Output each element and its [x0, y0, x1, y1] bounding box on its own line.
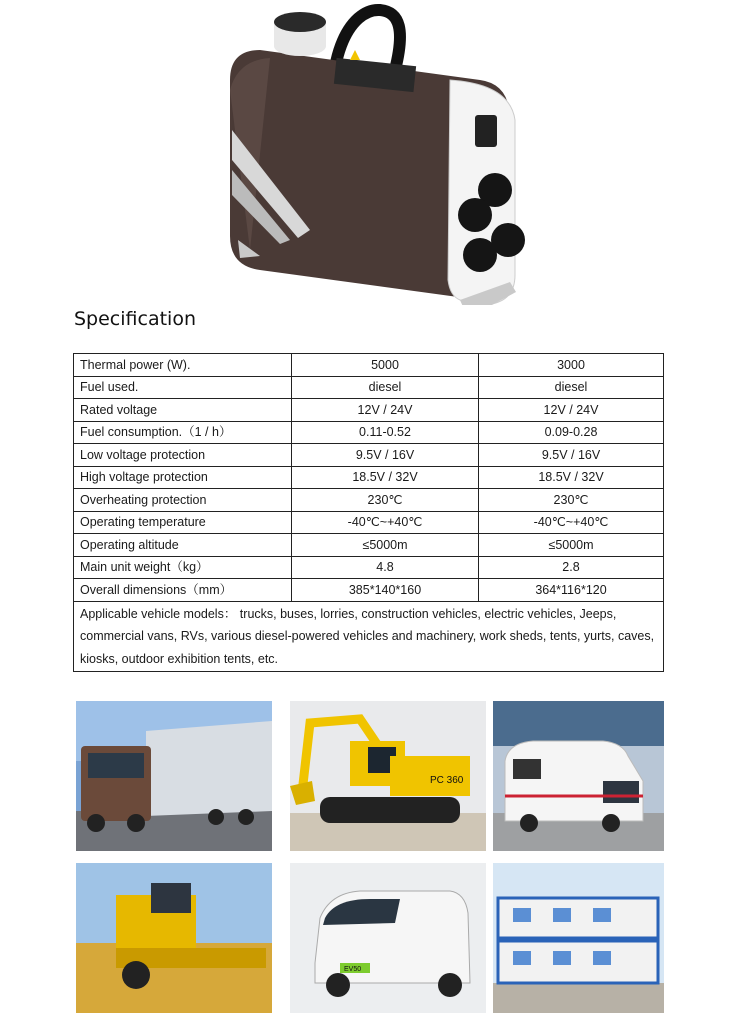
spec-label: Fuel used. — [74, 376, 292, 399]
table-row — [74, 444, 664, 467]
spec-label: High voltage protection — [74, 466, 292, 489]
spec-label: Overheating protection — [74, 489, 292, 512]
table-row — [74, 579, 664, 602]
spec-value-3000w: 2.8 — [479, 556, 664, 579]
spec-value-3000w: 230℃ — [479, 489, 664, 512]
table-row — [74, 556, 664, 579]
spec-label: Main unit weight（kg） — [74, 556, 292, 579]
spec-value-3000w: 0.09-0.28 — [479, 421, 664, 444]
photo-van — [290, 863, 486, 1013]
table-row — [74, 511, 664, 534]
spec-label: Fuel consumption.（1 / h） — [74, 421, 292, 444]
table-row — [74, 466, 664, 489]
spec-label: Operating temperature — [74, 511, 292, 534]
spec-value-5000w: 230℃ — [292, 489, 479, 512]
photo-excavator — [290, 701, 486, 851]
table-row — [74, 534, 664, 557]
spec-value-3000w: 3000 — [479, 354, 664, 377]
spec-label: Thermal power (W). — [74, 354, 292, 377]
spec-value-5000w: diesel — [292, 376, 479, 399]
photo-truck — [76, 701, 272, 851]
spec-value-5000w: -40℃~+40℃ — [292, 511, 479, 534]
spec-value-5000w: ≤5000m — [292, 534, 479, 557]
specification-table — [73, 353, 664, 672]
spec-label: Low voltage protection — [74, 444, 292, 467]
spec-value-5000w: 18.5V / 32V — [292, 466, 479, 489]
heater-product-image — [210, 0, 530, 305]
spec-value-3000w: 12V / 24V — [479, 399, 664, 422]
van-badge-text: EV50 — [344, 966, 362, 973]
spec-label: Operating altitude — [74, 534, 292, 557]
spec-value-3000w: 364*116*120 — [479, 579, 664, 602]
spec-value-5000w: 4.8 — [292, 556, 479, 579]
photo-harvester — [76, 863, 272, 1013]
spec-value-5000w: 9.5V / 16V — [292, 444, 479, 467]
table-row — [74, 489, 664, 512]
spec-value-5000w: 0.11-0.52 — [292, 421, 479, 444]
table-row — [74, 421, 664, 444]
spec-label: Overall dimensions（mm） — [74, 579, 292, 602]
spec-value-3000w: diesel — [479, 376, 664, 399]
table-row — [74, 399, 664, 422]
spec-value-5000w: 12V / 24V — [292, 399, 479, 422]
spec-value-3000w: 18.5V / 32V — [479, 466, 664, 489]
spec-value-5000w: 385*140*160 — [292, 579, 479, 602]
applicable-vehicle-models: Applicable vehicle models： trucks, buses, lorries, construction vehicles, electric vehicles, Jeeps, commercial vans, RVs, various diesel-powered vehicles and machinery, work sheds, tents, yurts, caves, kiosks, outdoor exhibition tents, etc. — [74, 601, 664, 672]
excavator-model-label: PC 360 — [430, 775, 464, 786]
table-row — [74, 354, 664, 377]
spec-value-3000w: ≤5000m — [479, 534, 664, 557]
table-row — [74, 376, 664, 399]
spec-label: Rated voltage — [74, 399, 292, 422]
section-title: Specification — [74, 308, 196, 330]
photo-work-shed — [493, 863, 664, 1013]
spec-value-5000w: 5000 — [292, 354, 479, 377]
photo-rv — [493, 701, 664, 851]
spec-value-3000w: -40℃~+40℃ — [479, 511, 664, 534]
spec-value-3000w: 9.5V / 16V — [479, 444, 664, 467]
table-row-applicable — [74, 601, 664, 672]
